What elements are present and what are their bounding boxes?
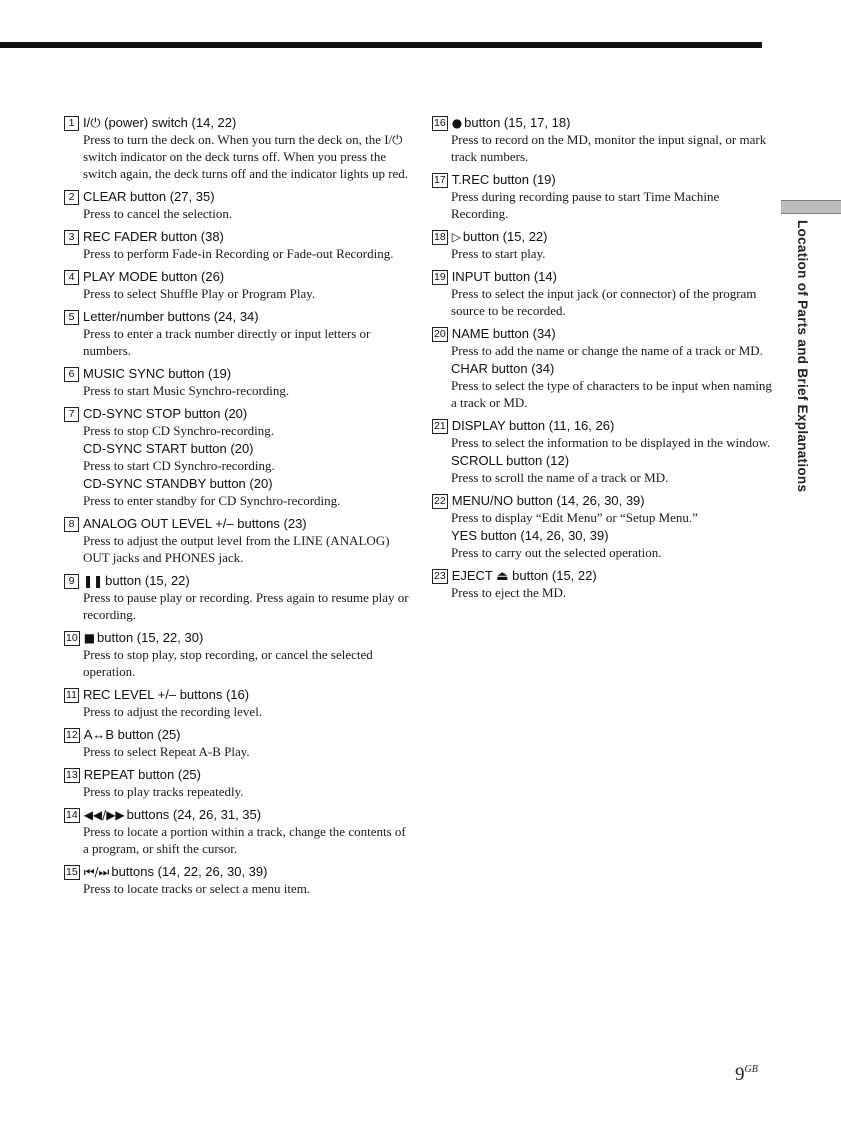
callout-number: 3 <box>64 230 79 245</box>
entry-description: Press to display “Edit Menu” or “Setup Menu.” <box>451 510 698 525</box>
entry-heading <box>451 528 777 544</box>
callout-number: 17 <box>434 173 446 186</box>
entry-description: Press to stop play, stop recording, or cancel the selected operation. <box>83 647 373 679</box>
callout-number: 9 <box>64 574 79 589</box>
legend-item <box>432 326 777 359</box>
entry-heading <box>432 172 777 188</box>
legend-item <box>64 807 409 857</box>
entry-heading <box>432 418 777 434</box>
entry-title: buttons (14, 22, 26, 30, 39) <box>111 864 268 879</box>
entry-title: button (15, 22) <box>105 573 190 588</box>
entry-title: ANALOG OUT LEVEL +/– buttons (23) <box>83 516 307 531</box>
legend-item <box>64 115 409 182</box>
legend-item <box>432 568 777 601</box>
button-symbol-icon: ❚❚ <box>83 574 104 588</box>
sub-entry <box>432 361 777 411</box>
entry-title: CLEAR button (27, 35) <box>83 189 215 204</box>
sub-entry <box>64 476 409 509</box>
entry-description: Press to record on the MD, monitor the input signal, or mark track numbers. <box>451 132 767 164</box>
entry-title: YES button (14, 26, 30, 39) <box>451 528 609 543</box>
entry-title: button (15, 22, 30) <box>97 630 204 645</box>
entry-title: REPEAT button (25) <box>83 767 201 782</box>
entry-heading <box>64 687 409 703</box>
callout-number: 8 <box>64 517 79 532</box>
entry-description: Press to select the input jack (or connector) of the program source to be recorded. <box>451 286 757 318</box>
entry-description: Press to start Music Synchro-recording. <box>83 383 290 398</box>
entry-heading <box>64 309 409 325</box>
legend-item <box>64 767 409 800</box>
entry-description: Press to enter a track number directly or input letters or numbers. <box>83 326 371 358</box>
entry-title: CHAR button (34) <box>451 361 555 376</box>
page-number-suffix: GB <box>744 1064 758 1075</box>
entry-description: Press to cancel the selection. <box>83 206 233 221</box>
entry-title: T.REC button (19) <box>451 172 556 187</box>
entry-description: Press to enter standby for CD Synchro-recording. <box>83 493 341 508</box>
entry-description: Press to adjust the recording level. <box>83 704 263 719</box>
entry-heading <box>83 476 409 492</box>
legend-item <box>64 406 409 439</box>
callout-number: 21 <box>434 419 446 432</box>
entry-description: Press to add the name or change the name of a track or MD. <box>451 343 763 358</box>
entry-description: Press to locate tracks or select a menu item. <box>83 881 311 896</box>
entry-title: PLAY MODE button (26) <box>83 269 225 284</box>
callout-number: 6 <box>64 367 79 382</box>
entry-description: Press to adjust the output level from the LINE (ANALOG) OUT jacks and PHONES jack. <box>83 533 390 565</box>
entry-heading <box>432 269 777 285</box>
entry-description: Press to stop CD Synchro-recording. <box>83 423 275 438</box>
entry-title: CD-SYNC START button (20) <box>83 441 254 456</box>
entry-description: Press to select the information to be displayed in the window. <box>451 435 771 450</box>
entry-description: Press to perform Fade-in Recording or Fade-out Recording. <box>83 246 394 261</box>
entry-title: REC FADER button (38) <box>83 229 224 244</box>
entry-title: EJECT ⏏ button (15, 22) <box>451 568 597 583</box>
entry-title: A↔B button (25) <box>83 727 181 742</box>
legend-item <box>64 864 409 897</box>
entry-heading <box>64 366 409 382</box>
entry-heading <box>432 115 777 131</box>
entry-heading <box>432 493 777 509</box>
entry-heading <box>451 361 777 377</box>
entry-title: button (15, 22) <box>462 229 548 244</box>
legend-item <box>64 573 409 623</box>
entry-title: MENU/NO button (14, 26, 30, 39) <box>451 493 645 508</box>
legend-item <box>64 366 409 399</box>
entry-title: INPUT button (14) <box>451 269 557 284</box>
button-symbol-icon: ◀◀/▶▶ <box>83 808 125 822</box>
legend-item <box>64 269 409 302</box>
legend-item <box>432 115 777 165</box>
legend-item <box>64 309 409 359</box>
entry-heading <box>64 727 409 743</box>
left-column <box>64 115 409 904</box>
entry-description: Press during recording pause to start Time Machine Recording. <box>451 189 720 221</box>
sub-entry <box>432 528 777 561</box>
legend-item <box>64 630 409 680</box>
button-symbol-icon: ⏮/⏭ <box>83 865 110 879</box>
entry-heading <box>64 807 409 823</box>
entry-heading <box>64 229 409 245</box>
sub-entry <box>432 453 777 486</box>
callout-number: 7 <box>64 407 79 422</box>
entry-heading <box>64 864 409 880</box>
callout-number: 11 <box>64 688 79 703</box>
entry-title: NAME button (34) <box>451 326 556 341</box>
legend-item <box>64 516 409 566</box>
entry-title: CD-SYNC STOP button (20) <box>83 406 248 421</box>
callout-number: 2 <box>64 190 79 205</box>
callout-number: 13 <box>66 768 78 781</box>
legend-item <box>64 229 409 262</box>
legend-item <box>432 229 777 262</box>
section-tab-marker <box>781 200 841 214</box>
sub-entry <box>64 441 409 474</box>
top-rule <box>0 42 762 48</box>
entry-heading <box>64 630 409 646</box>
callout-number: 10 <box>66 631 78 644</box>
entry-description: Press to carry out the selected operation. <box>451 545 662 560</box>
callout-number: 16 <box>434 116 446 129</box>
entry-description: Press to select Repeat A-B Play. <box>83 744 250 759</box>
entry-title: buttons (24, 26, 31, 35) <box>126 807 262 822</box>
entry-heading <box>64 516 409 532</box>
entry-description: Press to scroll the name of a track or MD. <box>451 470 669 485</box>
button-symbol-icon: ● <box>451 116 463 130</box>
legend-item <box>64 189 409 222</box>
entry-description: Press to select Shuffle Play or Program Play. <box>83 286 316 301</box>
entry-heading <box>64 573 409 589</box>
legend-item <box>432 493 777 526</box>
callout-number: 14 <box>66 808 78 821</box>
callout-number: 19 <box>434 270 446 283</box>
callout-number: 1 <box>64 116 79 131</box>
entry-description: Press to select the type of characters to be input when naming a track or MD. <box>451 378 772 410</box>
entry-description: Press to pause play or recording. Press again to resume play or recording. <box>83 590 409 622</box>
entry-description: Press to turn the deck on. When you turn the deck on, the I/⏻ switch indicator on the deck turns off. When you press the switch again, the deck turns off and the indicator lights up red. <box>83 132 409 181</box>
entry-heading <box>451 453 777 469</box>
entry-title: Letter/number buttons (24, 34) <box>83 309 259 324</box>
callout-number: 23 <box>434 569 446 582</box>
callout-number: 4 <box>64 270 79 285</box>
entry-heading <box>64 406 409 422</box>
section-title: Location of Parts and Brief Explanations <box>795 220 810 493</box>
entry-heading <box>432 229 777 245</box>
entry-title: button (15, 17, 18) <box>464 115 571 130</box>
legend-item <box>64 687 409 720</box>
entry-heading <box>83 441 409 457</box>
entry-title: CD-SYNC STANDBY button (20) <box>83 476 273 491</box>
entry-description: Press to start play. <box>451 246 546 261</box>
callout-number: 22 <box>434 494 446 507</box>
legend-item <box>432 269 777 319</box>
entry-title: DISPLAY button (11, 16, 26) <box>451 418 615 433</box>
entry-heading <box>432 326 777 342</box>
page-number-value: 9 <box>735 1064 745 1085</box>
entry-description: Press to play tracks repeatedly. <box>83 784 244 799</box>
entry-description: Press to locate a portion within a track, change the contents of a program, or shift the cursor. <box>83 824 406 856</box>
page-number <box>735 1064 758 1086</box>
entry-title: I/⏻ (power) switch (14, 22) <box>83 115 237 130</box>
entry-heading <box>64 115 409 131</box>
entry-heading <box>64 767 409 783</box>
callout-number: 5 <box>64 310 79 325</box>
legend-item <box>64 727 409 760</box>
entry-description: Press to eject the MD. <box>451 585 567 600</box>
callout-number: 20 <box>434 327 446 340</box>
button-symbol-icon: ▷ <box>451 230 461 244</box>
entry-heading <box>432 568 777 584</box>
legend-item <box>432 172 777 222</box>
callout-number: 12 <box>66 728 78 741</box>
entry-title: SCROLL button (12) <box>451 453 570 468</box>
entry-title: REC LEVEL +/– buttons (16) <box>83 687 250 702</box>
button-symbol-icon: ■ <box>83 631 96 645</box>
callout-number: 15 <box>66 865 78 878</box>
right-column <box>432 115 777 608</box>
callout-number: 18 <box>434 230 446 243</box>
entry-heading <box>64 269 409 285</box>
legend-item <box>432 418 777 451</box>
entry-heading <box>64 189 409 205</box>
entry-title: MUSIC SYNC button (19) <box>83 366 232 381</box>
entry-description: Press to start CD Synchro-recording. <box>83 458 275 473</box>
